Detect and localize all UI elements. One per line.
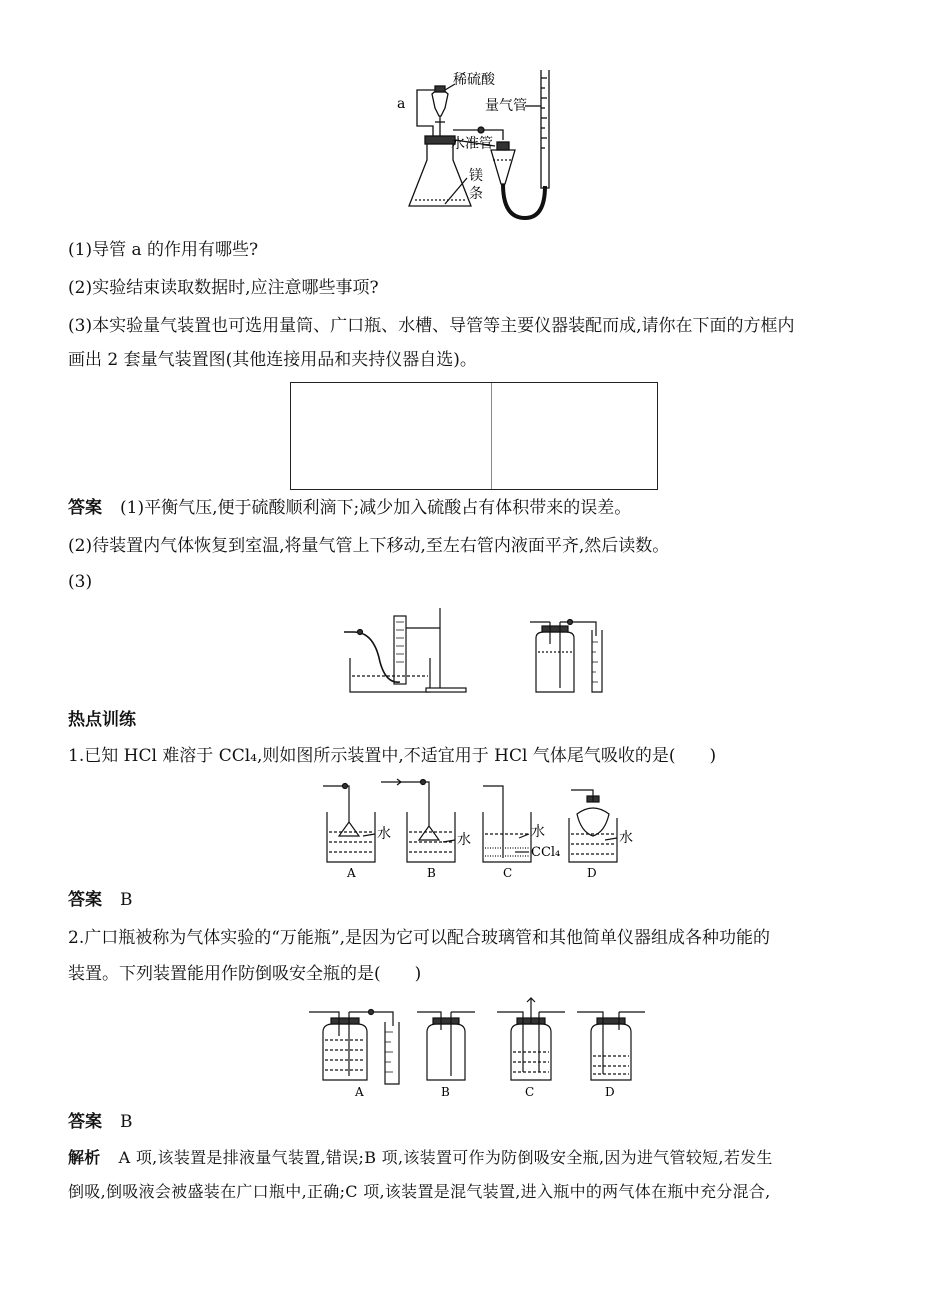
gas-measurement-apparatus-figure bbox=[395, 68, 575, 228]
answer-value: B bbox=[120, 890, 133, 910]
problem-2-stem-line-1: 2.广口瓶被称为气体实验的“万能瓶”,是因为它可以配合玻璃管和其他简单仪器组成各种功能的 bbox=[68, 928, 771, 948]
problem-2-figure bbox=[305, 996, 650, 1100]
answer-label: 答案 bbox=[68, 1112, 102, 1132]
answer-2: (2)待装置内气体恢复到室温,将量气管上下移动,至左右管内液面平齐,然后读数。 bbox=[68, 536, 670, 556]
analysis-text-1: A 项,该装置是排液量气装置,错误;B 项,该装置可作为防倒吸安全瓶,因为进气管较短,若发生 bbox=[118, 1148, 773, 1167]
label-strip: 条 bbox=[469, 186, 483, 202]
label-water-c: 水 bbox=[531, 824, 545, 840]
question-3-line-1: (3)本实验量气装置也可选用量筒、广口瓶、水槽、导管等主要仪器装配而成,请你在下面的方框内 bbox=[68, 316, 795, 336]
problem-2-answer bbox=[68, 1110, 133, 1134]
problem-1-figure bbox=[315, 778, 635, 880]
label-mg: 镁 bbox=[469, 168, 483, 184]
option-a-label: A bbox=[347, 866, 356, 880]
answer-1: (1)平衡气压,便于硫酸顺利滴下;减少加入硫酸占有体积带来的误差。 bbox=[120, 498, 632, 518]
drawing-box-divider bbox=[491, 383, 492, 489]
label-water-a: 水 bbox=[377, 826, 391, 842]
label-ccl4: CCl₄ bbox=[531, 845, 561, 860]
label-water-d: 水 bbox=[619, 830, 633, 846]
option-d-label: D bbox=[605, 1085, 615, 1099]
label-level-tube: 水准管 bbox=[451, 136, 493, 152]
problem-2-stem-line-2: 装置。下列装置能用作防倒吸安全瓶的是( ) bbox=[68, 964, 422, 984]
option-b-label: B bbox=[427, 866, 436, 880]
label-a: a bbox=[397, 96, 406, 112]
option-b-label: B bbox=[441, 1085, 450, 1099]
section-title: 热点训练 bbox=[68, 710, 136, 730]
answer-label: 答案 bbox=[68, 498, 102, 518]
option-c-label: C bbox=[525, 1085, 535, 1099]
answer-value: B bbox=[120, 1112, 133, 1132]
label-acid: 稀硫酸 bbox=[453, 72, 495, 88]
answer-1-line bbox=[68, 496, 631, 520]
option-d-label: D bbox=[587, 866, 597, 880]
drawing-box bbox=[290, 382, 658, 490]
question-1: (1)导管 a 的作用有哪些? bbox=[68, 240, 259, 260]
answer-label: 答案 bbox=[68, 890, 102, 910]
answer-3: (3) bbox=[68, 572, 93, 592]
analysis-line-2: 倒吸,倒吸液会被盛装在广口瓶中,正确;C 项,该装置是混气装置,进入瓶中的两气体在瓶中充分混合, bbox=[68, 1182, 771, 1201]
problem-1-stem: 1.已知 HCl 难溶于 CCl₄,则如图所示装置中,不适宜用于 HCl 气体尾气吸收的是( ) bbox=[68, 746, 717, 766]
answer-apparatus-figure bbox=[340, 602, 620, 698]
option-a-label: A bbox=[355, 1085, 364, 1099]
option-c-label: C bbox=[503, 866, 513, 880]
analysis-line-1 bbox=[68, 1146, 773, 1170]
question-3-line-2: 画出 2 套量气装置图(其他连接用品和夹持仪器自选)。 bbox=[68, 350, 477, 370]
label-gas-tube: 量气管 bbox=[485, 98, 527, 114]
problem-1-answer bbox=[68, 888, 133, 912]
label-water-b: 水 bbox=[457, 832, 471, 848]
question-2: (2)实验结束读取数据时,应注意哪些事项? bbox=[68, 278, 379, 298]
analysis-label: 解析 bbox=[68, 1148, 101, 1167]
